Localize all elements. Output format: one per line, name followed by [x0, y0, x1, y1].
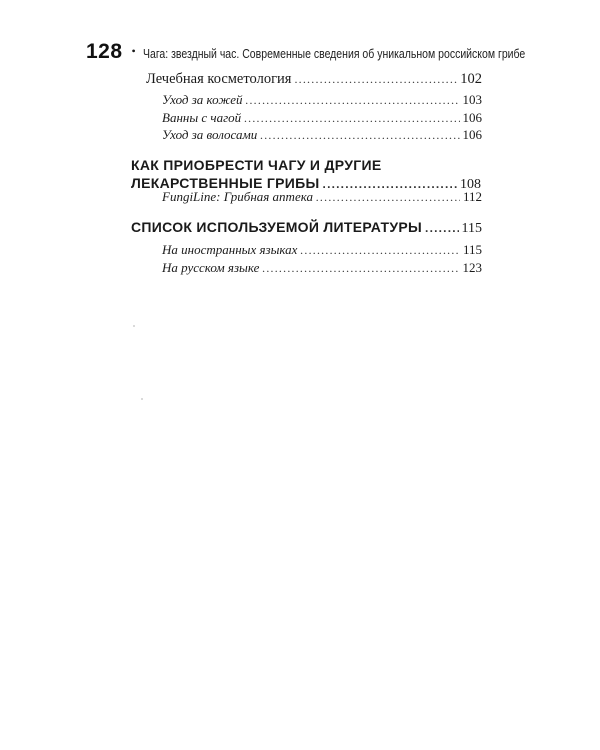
scan-speck: [133, 325, 135, 327]
page-header: [86, 40, 598, 64]
toc-entry-page: 123: [462, 260, 482, 275]
toc-entry-russian[interactable]: [162, 260, 482, 276]
toc-entry-buy-chaga[interactable]: [131, 157, 481, 193]
toc-entry-title: FungiLine: Грибная аптека: [162, 189, 313, 204]
scan-speck: [141, 398, 143, 400]
toc-entry-title-line2: ЛЕКАРСТВЕННЫЕ ГРИБЫ: [131, 175, 320, 191]
dot-leader: [246, 93, 460, 108]
toc-entry-title: На иностранных языках: [162, 242, 298, 257]
toc-entry-page: 103: [462, 92, 482, 107]
dot-leader: [300, 243, 460, 258]
toc-entry-page: 106: [462, 127, 482, 142]
page-number: 128: [86, 40, 123, 63]
dot-leader: [262, 261, 459, 276]
toc-entry-page: 102: [460, 71, 482, 87]
toc-entry-title-line1: КАК ПРИОБРЕСТИ ЧАГУ И ДРУГИЕ: [131, 157, 382, 173]
toc-entry-foreign[interactable]: [162, 242, 482, 258]
dot-leader: [294, 72, 457, 87]
dot-leader: [316, 190, 460, 205]
bullet-separator: •: [131, 44, 136, 58]
toc-entry-title: СПИСОК ИСПОЛЬЗУЕМОЙ ЛИТЕРАТУРЫ: [131, 219, 423, 235]
toc-entry-skin-care[interactable]: [162, 92, 482, 108]
toc-entry-title: Уход за волосами: [162, 127, 258, 142]
toc-entry-title: На русском языке: [162, 260, 260, 275]
toc-entry-page: 108: [460, 177, 481, 192]
toc-entry-title: Лечебная косметология: [146, 71, 292, 87]
toc-entry-page: 106: [462, 110, 482, 125]
toc-entry-page: 112: [462, 189, 482, 204]
running-title: Чага: звездный час. Современные сведения об уникальном российском грибе: [142, 47, 526, 61]
dot-leader: [260, 128, 459, 143]
toc-entry-baths[interactable]: [162, 110, 482, 126]
toc-entry-hair-care[interactable]: [162, 127, 482, 143]
toc-entry-literature[interactable]: [131, 219, 482, 237]
dot-leader: [425, 221, 458, 235]
toc-entry-page: 115: [461, 221, 482, 236]
toc-entry-title: Уход за кожей: [162, 92, 243, 107]
toc-entry-fungiline[interactable]: [162, 189, 482, 205]
toc-entry-page: 115: [462, 242, 482, 257]
toc-entry-title: Ванны с чагой: [162, 110, 242, 125]
toc-entry-cosmetology[interactable]: [146, 71, 482, 88]
dot-leader: [244, 111, 459, 126]
